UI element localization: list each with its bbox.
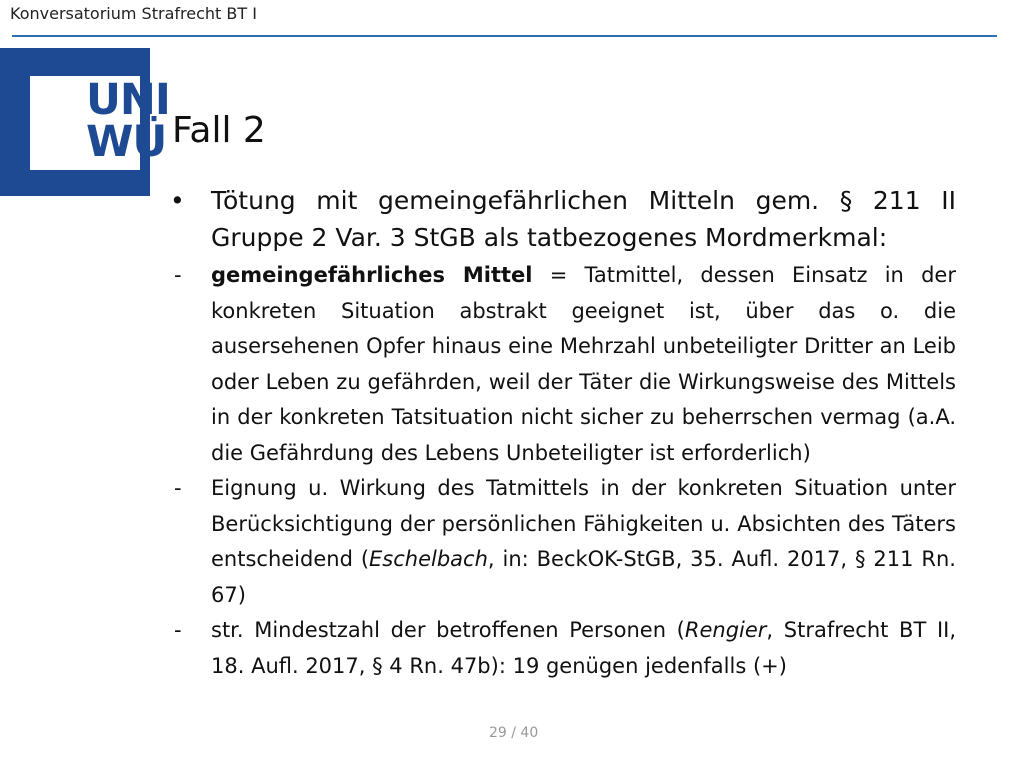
presentation-title: Konversatorium Strafrecht BT I — [10, 4, 257, 23]
bullet-marker: • — [170, 186, 185, 215]
sub-item-text-pre: Eignung u. Wirkung des Tatmittels in der konkreten Situation unter Berücksichtigung der persönlichen Fähigkeiten u. Absichten des Täters entscheidend ( — [211, 476, 956, 571]
page-number: 29 / 40 — [489, 725, 539, 741]
slide-content — [170, 182, 956, 684]
cited-author: Rengier — [684, 618, 767, 642]
sub-item-text-post: , in: BeckOK-StGB, 35. Aufl. 2017, § 211 Rn. 67) — [211, 547, 956, 607]
logo-text-line-2: WÜ — [86, 117, 167, 167]
sub-item-minimum-number — [170, 613, 956, 684]
dash-marker: - — [174, 476, 182, 500]
defined-term: gemeingefährliches Mittel — [211, 263, 533, 287]
sub-item-text-post: , Strafrecht BT II, 18. Aufl. 2017, § 4 Rn. 47b): 19 genügen jedenfalls (+) — [211, 618, 957, 678]
dash-marker: - — [174, 263, 182, 287]
dash-marker: - — [174, 618, 182, 642]
sub-item-suitability — [170, 471, 956, 613]
sub-item-text-pre: str. Mindestzahl der betroffenen Personen ( — [211, 618, 685, 642]
sub-item-definition — [170, 258, 956, 471]
bullet-text: Tötung mit gemeingefährlichen Mitteln gem. § 211 II Gruppe 2 Var. 3 StGB als tatbezogenes Mordmerkmal: — [211, 186, 956, 252]
cited-author: Eschelbach — [369, 547, 488, 571]
definition-text: = Tatmittel, dessen Einsatz in der konkreten Situation abstrakt geeignet ist, über das o. die ausersehenen Opfer hinaus eine Mehrzahl unbeteiligter Dritter an Leib oder Leben zu gefährden, weil der Täter die Wirkungsweise des Mittels in der konkreten Tatsituation nicht sicher zu beherrschen vermag (a.A. die Gefährdung des Lebens Unbeteiligter ist erforderlich) — [211, 263, 956, 465]
logo-text-line-1: UNI — [86, 75, 170, 125]
slide-title: Fall 2 — [172, 110, 266, 151]
header-divider — [12, 35, 997, 37]
bullet-item — [170, 182, 956, 256]
